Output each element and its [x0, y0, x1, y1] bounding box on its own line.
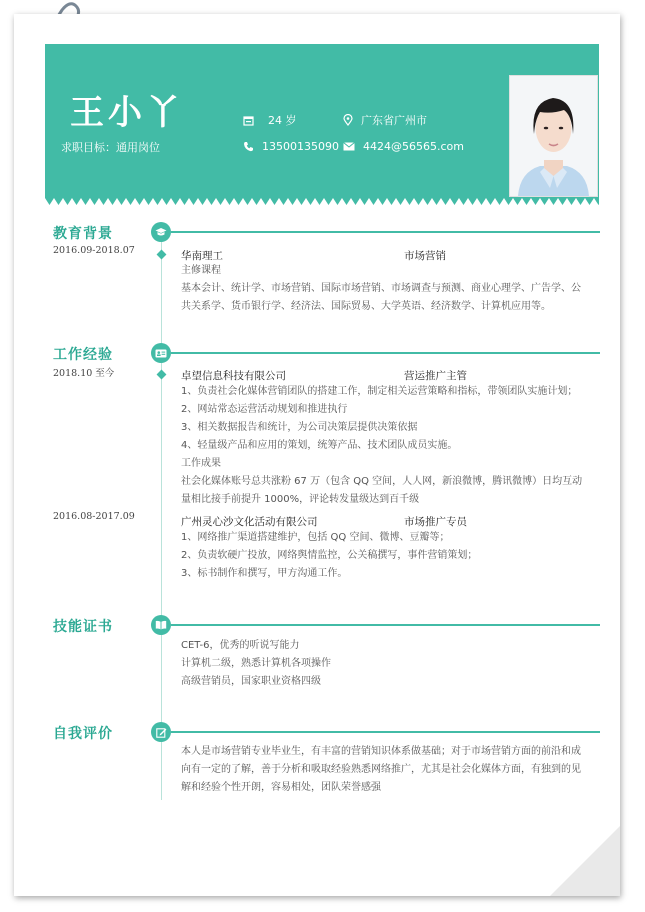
self-line: 本人是市场营销专业毕业生，有丰富的营销知识体系做基础；对于市场营销方面的前沿和成: [181, 746, 581, 757]
work-icon-circle: [151, 343, 171, 363]
id-card-icon: [155, 349, 167, 358]
email-text: 4424@56565.com: [363, 140, 464, 153]
graduation-cap-icon: [155, 227, 167, 237]
job-line: 1、负责社会化媒体营销团队的搭建工作，制定相关运营策略和指标，带领团队实施计划；: [181, 386, 578, 397]
person-name: 王小丫: [70, 93, 184, 133]
job-line: 3、相关数据报告和统计，为公司决策层提供决策依据: [181, 422, 418, 433]
calendar-icon: [243, 115, 254, 126]
job-line: 2、负责软硬广投放，网络舆情监控，公关稿撰写，事件营销策划；: [181, 550, 478, 561]
work-title: 工作经验: [53, 347, 113, 363]
location-info: [343, 112, 427, 128]
job-2-company: 广州灵心沙文化活动有限公司: [181, 516, 318, 528]
education-date: 2016.09-2018.07: [53, 245, 135, 256]
location-text: 广东省广州市: [361, 114, 427, 127]
education-subtitle: 主修课程: [181, 265, 221, 276]
phone-icon: [243, 141, 254, 152]
education-line: 共关系学、货币银行学、经济法、国际贸易、大学英语、经济数学、计算机应用等。: [181, 301, 551, 312]
job-line: 工作成果: [181, 458, 221, 469]
skill-line: 计算机二级，熟悉计算机各项操作: [181, 658, 331, 669]
education-divider: [171, 231, 600, 233]
phone-text: 13500135090: [262, 140, 339, 153]
self-line: 解和经验个性开朗，容易相处，团队荣誉感强: [181, 782, 381, 793]
work-divider: [171, 352, 600, 354]
self-divider: [171, 731, 600, 733]
skills-divider: [171, 624, 600, 626]
skills-details: [181, 637, 600, 691]
job-1-details: [181, 383, 600, 509]
job-line: 2、网站常态运营活动规划和推进执行: [181, 404, 348, 415]
job-goal: 求职目标：通用岗位: [61, 141, 160, 154]
education-details: [181, 262, 600, 316]
skills-title: 技能证书: [53, 619, 113, 635]
self-icon-circle: [151, 722, 171, 742]
self-details: [181, 743, 600, 797]
avatar: [510, 76, 597, 196]
edit-icon: [156, 727, 167, 738]
education-title: 教育背景: [53, 226, 113, 242]
email-icon: [343, 142, 355, 151]
email-info: [343, 140, 464, 153]
book-icon: [155, 620, 167, 630]
job-line: 量相比接手前提升 1000%，评论转发量级达到百千级: [181, 494, 420, 505]
skill-line: 高级营销员，国家职业资格四级: [181, 676, 321, 687]
header-wave-edge: [45, 198, 599, 210]
education-school: 华南理工: [181, 250, 223, 262]
job-2-details: [181, 529, 600, 583]
education-line: 基本会计、统计学、市场营销、国际市场营销、市场调查与预测、商业心理学、广告学、公: [181, 283, 581, 294]
self-line: 向有一定的了解，善于分析和吸取经验熟悉网络推广，尤其是社会化媒体方面，有独到的见: [181, 764, 581, 775]
job-line: 社会化媒体账号总共涨粉 67 万（包含 QQ 空间，人人网，新浪微博，腾讯微博）日均互动: [181, 476, 583, 487]
job-line: 3、标书制作和撰写，甲方沟通工作。: [181, 568, 348, 579]
skill-line: CET-6，优秀的听说写能力: [181, 640, 300, 651]
profile-photo: [509, 75, 598, 197]
timeline-line: [161, 236, 162, 800]
page-curl: [550, 826, 620, 896]
skills-icon-circle: [151, 615, 171, 635]
age-text: 24 岁: [268, 114, 297, 127]
self-title: 自我评价: [53, 726, 113, 742]
education-major: 市场营销: [404, 250, 446, 262]
phone-info: [243, 140, 339, 153]
age-info: [243, 112, 297, 128]
education-icon-circle: [151, 222, 171, 242]
job-line: 1、网络推广渠道搭建维护，包括 QQ 空间、微博、豆瓣等；: [181, 532, 450, 543]
job-line: 4、轻量级产品和应用的策划，统筹产品、技术团队成员实施。: [181, 440, 458, 451]
job-2-position: 市场推广专员: [404, 516, 467, 528]
job-1-position: 营运推广主管: [404, 370, 467, 382]
location-pin-icon: [343, 114, 353, 126]
job-1-date: 2018.10 至今: [53, 368, 115, 379]
job-2-date: 2016.08-2017.09: [53, 511, 135, 522]
job-1-company: 卓望信息科技有限公司: [181, 370, 286, 382]
